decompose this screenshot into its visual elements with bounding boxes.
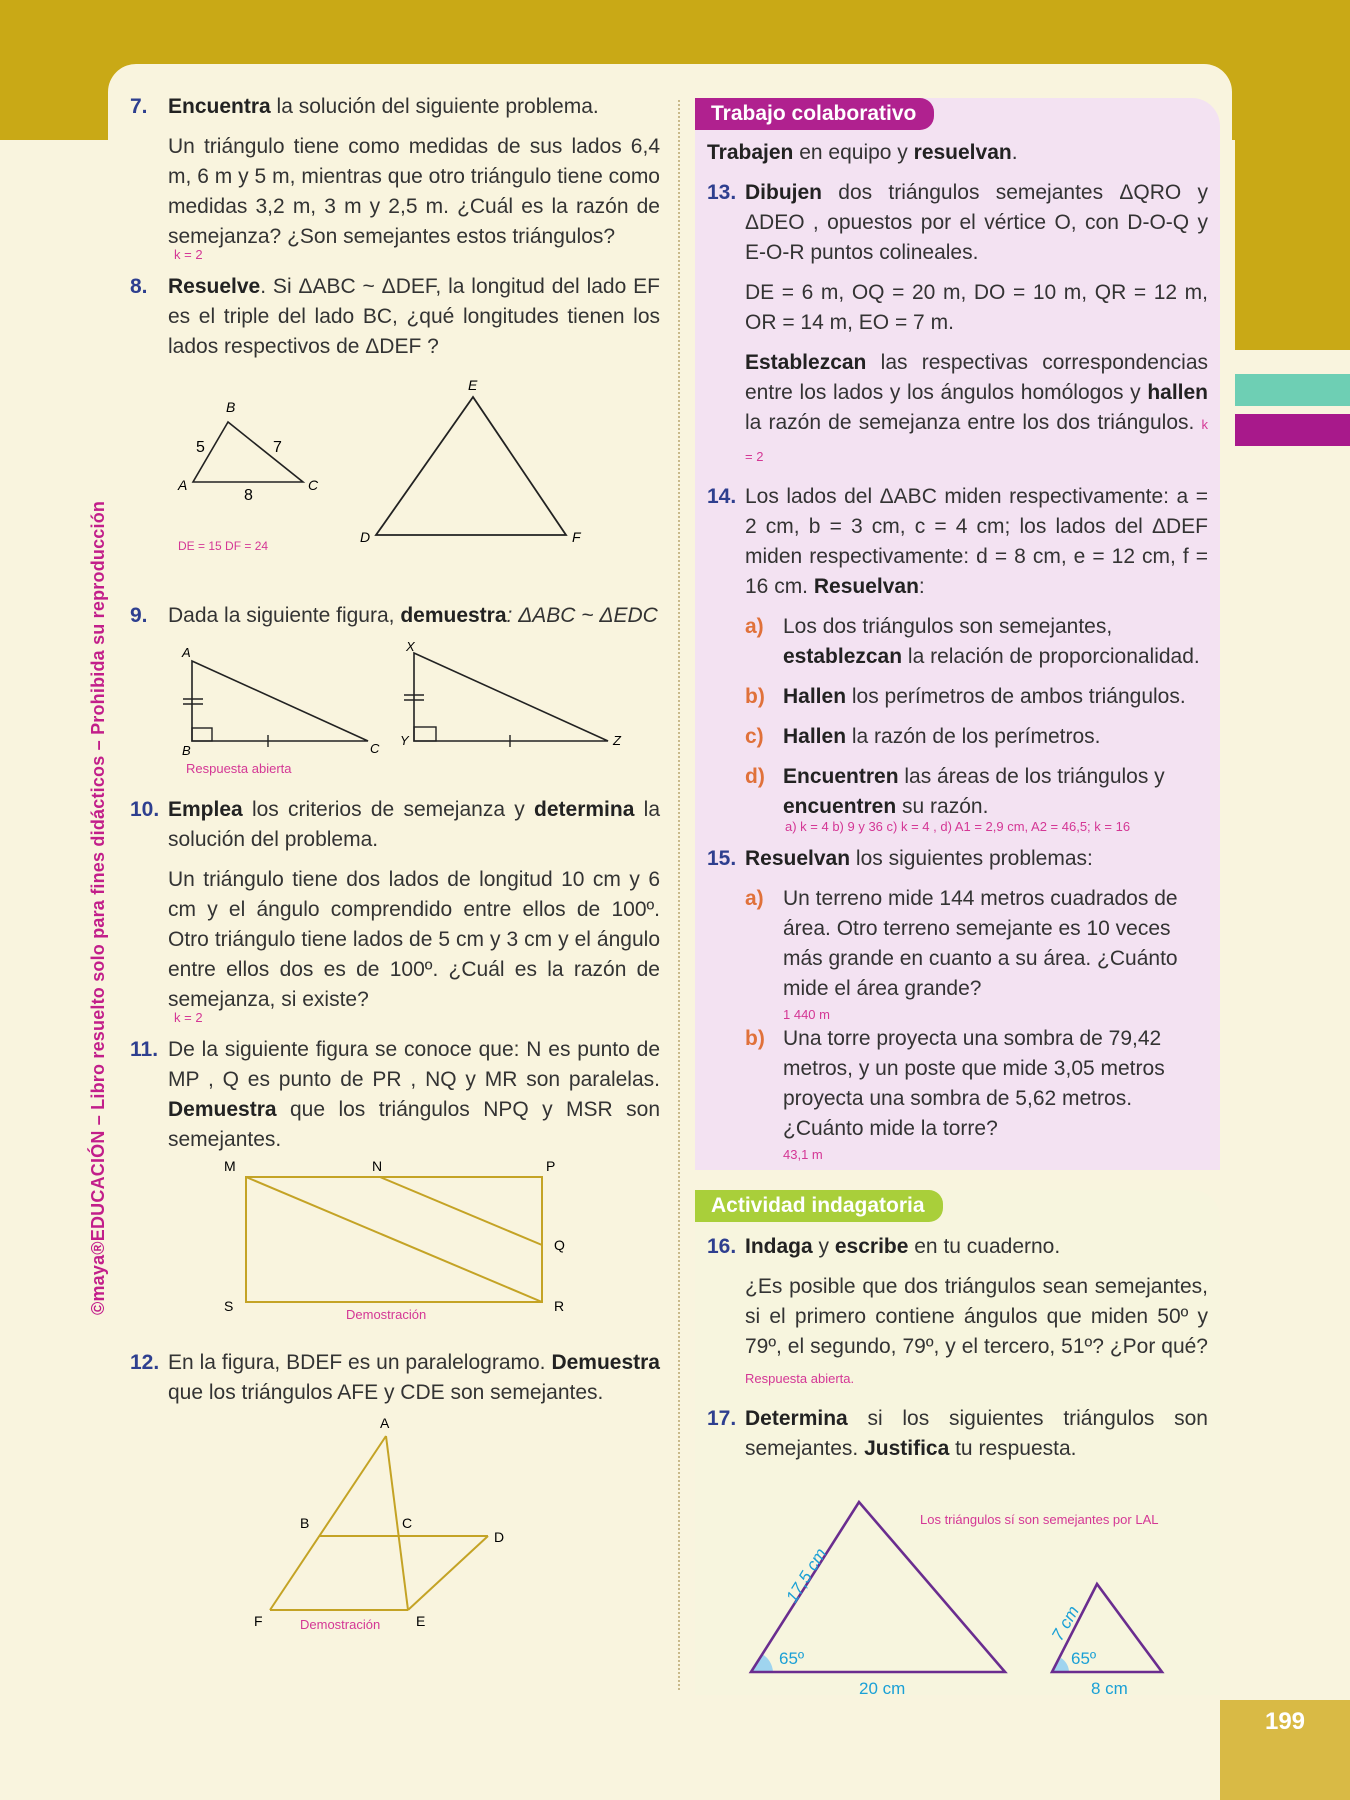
label-x: X xyxy=(406,641,415,654)
answer-note: Demostración xyxy=(300,1617,381,1632)
exercise-number: 15. xyxy=(707,847,737,870)
label-c: C xyxy=(370,741,380,756)
exercise-verb: Demuestra xyxy=(168,1098,277,1121)
item-letter: b) xyxy=(745,1027,765,1050)
base-label-2: 8 cm xyxy=(1091,1679,1128,1698)
exercise-instruction-2: que los triángulos NPQ y MSR son semejantes. xyxy=(168,1098,660,1151)
list-item xyxy=(745,722,1208,752)
base-label-1: 20 cm xyxy=(859,1679,906,1698)
inquiry-header: Actividad indagatoria xyxy=(695,1190,943,1222)
label-e: E xyxy=(468,377,478,393)
label-d: D xyxy=(360,529,371,545)
answer-note: 1 440 m xyxy=(783,1007,830,1022)
exercise-instruction-2: las respectivas correspondencias entre los lados y los ángulos homólogos y xyxy=(745,351,1208,404)
exercise-instruction-2: que los triángulos AFE y CDE son semejantes. xyxy=(168,1381,604,1404)
triangle-def xyxy=(376,397,566,535)
exercise-body: Un triángulo tiene dos lados de longitud 10 cm y 6 cm y el ángulo comprendido entre ellos de 100º. Otro triángulo tiene lados de 5 cm y 3 cm y el ángulo entre ellos dos es de 100º. ¿Cuál es la razón de semejanza, si existe? xyxy=(168,868,660,1011)
item-text-2: la relación de proporcionalidad. xyxy=(902,645,1200,668)
item-letter: d) xyxy=(745,765,765,788)
exercise-number: 14. xyxy=(707,485,737,508)
sidebar-copyright-text: ©maya®EDUCACIÓN – Libro resuelto solo para fines didácticos – Prohibida su reproducción xyxy=(88,500,108,1315)
exercise-number: 9. xyxy=(130,604,148,627)
exercise-instruction: . Si ΔABC ~ ΔDEF, la longitud del lado EF es el triple del lado BC, ¿qué longitudes tienen los lados respectivos de ΔDEF ? xyxy=(168,275,660,358)
label-f: F xyxy=(572,529,581,545)
segment-af xyxy=(270,1436,386,1610)
answer-note: Demostración xyxy=(346,1307,427,1322)
label-a: A xyxy=(178,477,188,493)
exercise-instruction: los siguientes problemas: xyxy=(850,847,1093,870)
exercise-number: 16. xyxy=(707,1235,737,1258)
exercise-instruction: Los lados del ΔABC miden respectivamente: a = 2 cm, b = 3 cm, c = 4 cm; los lados del ΔDEF miden respectivamente: d = 8 cm, e = 12 cm, f = 16 cm. xyxy=(745,485,1208,598)
exercise-number: 12. xyxy=(130,1351,160,1374)
exercise-verb-2: Establezcan xyxy=(745,351,867,374)
side-8: 8 xyxy=(244,487,253,504)
answer-note: k = 2 xyxy=(174,247,203,262)
list-item xyxy=(745,884,1208,1022)
label-d: D xyxy=(494,1529,505,1545)
list-item xyxy=(745,1024,1208,1162)
answer-note: a) k = 4 b) 9 y 36 c) k = 4 , d) A1 = 2,9 cm, A2 = 46,5; k = 16 xyxy=(785,819,1131,834)
exercise-instruction-3: la razón de semejanza entre los dos triángulos. xyxy=(745,411,1195,434)
answer-note: DE = 15 DF = 24 xyxy=(178,539,269,553)
exercise-verb: Indaga xyxy=(745,1235,813,1258)
item-text: Un terreno mide 144 metros cuadrados de área. Otro terreno semejante es 10 veces más grande en cuanto a su área. ¿Cuánto mide el área grande? xyxy=(783,887,1178,1000)
triangles-figure-17 xyxy=(695,1474,1195,1704)
label-r: R xyxy=(554,1298,565,1314)
item-text: los perímetros de ambos triángulos. xyxy=(846,685,1186,708)
label-f: F xyxy=(254,1613,263,1629)
intro-text: en equipo y xyxy=(793,141,914,164)
collaborative-intro xyxy=(695,130,1220,168)
triangles-figure-9 xyxy=(158,641,658,776)
right-angle-mark xyxy=(192,728,212,741)
exercise-verb-2: determina xyxy=(534,798,635,821)
triangle-xyz xyxy=(414,653,608,741)
exercise-verb: Resuelvan xyxy=(745,847,851,870)
angle-label-2: 65º xyxy=(1071,1649,1097,1668)
label-z: Z xyxy=(613,733,621,748)
angle-label-1: 65º xyxy=(779,1649,805,1668)
chapter-tab-purple xyxy=(1235,414,1350,446)
exercise-7 xyxy=(130,92,660,262)
exercise-end: : xyxy=(918,575,925,598)
answer-note: k = 2 xyxy=(745,417,1208,464)
page-number xyxy=(1220,1700,1350,1800)
right-angle-mark xyxy=(414,727,436,741)
intro-end: . xyxy=(1011,141,1018,164)
exercise-instruction: En la figura, BDEF es un paralelogramo. xyxy=(168,1351,552,1374)
exercise-body: ¿Es posible que dos triángulos sean semejantes, si el primero contiene ángulos que miden 50º y 79º, el segundo, 79º, y el tercero, 51º? ¿Por qué? xyxy=(745,1275,1208,1358)
item-letter: b) xyxy=(745,685,765,708)
exercise-16 xyxy=(707,1232,1208,1394)
column-divider xyxy=(678,100,680,1690)
exercise-text: y xyxy=(812,1235,835,1258)
exercise-number: 17. xyxy=(707,1407,737,1430)
label-b: B xyxy=(300,1515,310,1531)
right-band xyxy=(1235,0,1350,350)
side-7: 7 xyxy=(273,439,282,456)
exercise-instruction: en tu cuaderno. xyxy=(908,1235,1061,1258)
segment-nq xyxy=(380,1177,542,1245)
list-item xyxy=(745,762,1208,822)
label-m: M xyxy=(224,1159,236,1174)
item-text-2: su razón. xyxy=(896,795,989,818)
sidebar-copyright xyxy=(88,501,109,1315)
label-p: P xyxy=(546,1159,556,1174)
exercise-data: DE = 6 m, OQ = 20 m, DO = 10 m, QR = 12 m, OR = 14 m, EO = 7 m. xyxy=(745,281,1208,334)
list-item xyxy=(745,612,1208,672)
exercise-verb: Resuelvan xyxy=(813,575,919,598)
exercise-verb: Demuestra xyxy=(551,1351,660,1374)
triangles-figure-8 xyxy=(158,372,658,582)
side-5: 5 xyxy=(196,439,205,456)
exercise-14 xyxy=(707,482,1208,834)
exercise-instruction: la solución del siguiente problema. xyxy=(270,95,599,118)
exercise-body: Un triángulo tiene como medidas de sus lados 6,4 m, 6 m y 5 m, mientras que otro triángulo tiene como medidas 3,2 m, 3 m y 2,5 m. ¿Cuál es la razón de semejanza? ¿Son semejantes estos triángulos? xyxy=(168,135,660,248)
label-s: S xyxy=(224,1298,234,1314)
exercise-verb-2: escribe xyxy=(834,1235,909,1258)
right-column xyxy=(695,98,1220,1172)
exercise-number: 10. xyxy=(130,798,160,821)
item-text: Los dos triángulos son semejantes, xyxy=(783,615,1113,638)
triangle-abc xyxy=(193,422,303,482)
item-verb: Hallen xyxy=(783,685,847,708)
exercise-11 xyxy=(130,1035,660,1338)
triangle-abc xyxy=(192,661,368,741)
exercise-verb-3: hallen xyxy=(1147,381,1208,404)
segment-de xyxy=(408,1536,488,1610)
intro-verb-2: resuelvan xyxy=(913,141,1012,164)
page-number-text: 199 xyxy=(1264,1708,1306,1735)
inquiry-section xyxy=(695,1190,1220,1709)
label-a: A xyxy=(380,1415,390,1431)
exercise-number: 7. xyxy=(130,95,148,118)
item-letter: a) xyxy=(745,887,764,910)
chapter-tab-green xyxy=(1235,374,1350,406)
left-column xyxy=(130,92,660,1656)
answer-note: Respuesta abierta. xyxy=(745,1371,855,1386)
exercise-verb: Resuelve xyxy=(168,275,261,298)
item-letter: c) xyxy=(745,725,764,748)
exercise-verb: Determina xyxy=(745,1407,848,1430)
exercise-number: 8. xyxy=(130,275,148,298)
answer-note: Los triángulos sí son semejantes por LAL xyxy=(920,1512,1159,1527)
list-item xyxy=(745,682,1208,712)
intro-verb: Trabajen xyxy=(707,141,794,164)
diagonal-mr xyxy=(246,1177,542,1302)
item-verb-2: encuentren xyxy=(783,795,897,818)
label-n: N xyxy=(372,1159,383,1174)
item-letter: a) xyxy=(745,615,764,638)
item-verb: Encuentren xyxy=(783,765,899,788)
item-verb: Hallen xyxy=(783,725,847,748)
exercise-verb: Encuentra xyxy=(168,95,271,118)
exercise-instruction-2: la solución del problema. xyxy=(168,798,660,851)
parallelogram-figure-12 xyxy=(130,1412,630,1637)
exercise-verb: demuestra xyxy=(400,604,507,627)
exercise-instruction: dos triángulos semejantes ΔQRO y ΔDEO , opuestos por el vértice O, con D-O-Q y E-O-R puntos colineales. xyxy=(745,181,1208,264)
exercise-verb: Dibujen xyxy=(745,181,822,204)
exercise-instruction: De la siguiente figura se conoce que: N es punto de MP , Q es punto de PR , NQ y MR son paralelas. xyxy=(168,1038,660,1091)
exercise-number: 11. xyxy=(130,1038,159,1061)
exercise-13 xyxy=(707,178,1208,472)
exercise-9 xyxy=(130,601,660,785)
exercise-instruction-2: tu respuesta. xyxy=(949,1437,1077,1460)
exercise-verb: Emplea xyxy=(168,798,243,821)
exercise-instruction: si los siguientes triángulos son semejantes. xyxy=(745,1407,1208,1460)
answer-note: k = 2 xyxy=(174,1010,203,1025)
label-a: A xyxy=(182,645,191,660)
side-label-2: 7 cm xyxy=(1048,1602,1083,1644)
exercise-number: 13. xyxy=(707,181,737,204)
exercise-verb-2: Justifica xyxy=(864,1437,950,1460)
label-e: E xyxy=(416,1613,426,1629)
label-c: C xyxy=(308,477,319,493)
exercise-17 xyxy=(707,1404,1208,1464)
label-b: B xyxy=(182,743,191,758)
collaborative-header: Trabajo colaborativo xyxy=(695,98,934,130)
label-q: Q xyxy=(554,1237,565,1253)
item-text: la razón de los perímetros. xyxy=(846,725,1101,748)
exercise-instruction: Dada la siguiente figura, xyxy=(168,604,401,627)
item-text: las áreas de los triángulos y xyxy=(898,765,1165,788)
item-verb: establezcan xyxy=(783,645,903,668)
answer-note: Respuesta abierta xyxy=(186,761,292,776)
exercise-15 xyxy=(707,844,1208,1162)
item-text: Una torre proyecta una sombra de 79,42 metros, y un poste que mide 3,05 metros proyecta una sombra de 5,62 metros. ¿Cuánto mide la torre? xyxy=(783,1027,1165,1140)
rectangle-figure-11 xyxy=(130,1159,630,1329)
label-y: Y xyxy=(400,733,409,748)
answer-note: 43,1 m xyxy=(783,1147,823,1162)
label-b: B xyxy=(226,399,236,415)
exercise-relation: : ΔABC ~ ΔEDC xyxy=(506,604,658,627)
exercise-10 xyxy=(130,795,660,1025)
exercise-instruction: los criterios de semejanza y xyxy=(242,798,535,821)
side-label-1: 17,5 cm xyxy=(782,1544,831,1607)
exercise-8 xyxy=(130,272,660,591)
exercise-12 xyxy=(130,1348,660,1646)
label-c: C xyxy=(402,1515,413,1531)
